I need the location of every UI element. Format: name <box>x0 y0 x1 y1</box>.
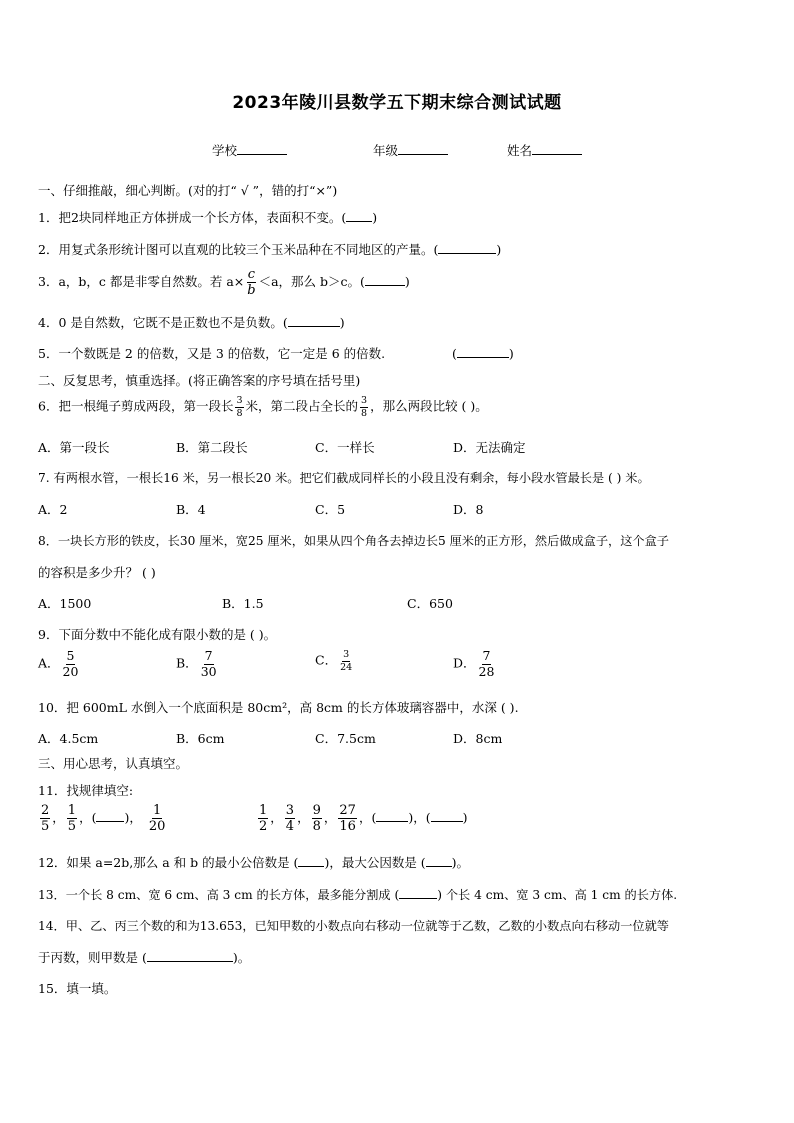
question-7: 7. 有两根水管，一根长16 米，另一根长20 米。把它们截成同样长的小段且没有剩余，每小段水管最长是 ( ) 米。 <box>38 471 650 485</box>
q9-option-b[interactable]: B． $\frac{7}{30}$ <box>176 648 217 679</box>
fraction-option: $\frac{7}{30}$ <box>200 648 217 679</box>
answer-blank-12b[interactable] <box>426 853 452 867</box>
q9-option-c[interactable]: C． $\frac{3}{24}$ <box>315 649 353 673</box>
fraction-term: $\frac{2}{5}$ <box>41 803 50 834</box>
question-4: 4．0 是自然数，它既不是正数也不是负数。( ) <box>38 315 345 330</box>
fraction-term: $\frac{1}{5}$ <box>67 803 77 834</box>
question-11: 11．找规律填空: <box>38 783 134 798</box>
fraction-term: $\frac{1}{2}$ <box>259 803 268 834</box>
question-1: 1．把2块同样地正方体拼成一个长方体，表面积不变。( ) <box>38 210 378 225</box>
fraction-term: $\frac{1}{20}$ <box>148 803 166 834</box>
question-8-line-2: 的容积是多少升？ ( ) <box>38 565 156 580</box>
section-3-heading: 三、用心思考，认真填空。 <box>38 756 189 771</box>
question-5-answer: ( ) <box>452 346 514 361</box>
question-12: 12．如果 a=2b,那么 a 和 b 的最小公倍数是 ( )，最大公因数是 ( )。 <box>38 855 470 870</box>
answer-blank-14[interactable] <box>147 948 233 962</box>
q7-option-c[interactable]: C．5 <box>315 502 346 517</box>
q8-option-a[interactable]: A．1500 <box>38 596 92 611</box>
q8-option-c[interactable]: C．650 <box>407 596 453 611</box>
pattern-blank-3[interactable] <box>431 808 463 822</box>
q10-option-b[interactable]: B．6cm <box>176 731 225 746</box>
question-3: 3．a，b，c 都是非零自然数。若 a× $\frac{c}{b}$ ＜a，那么 b＞c。( ) <box>38 267 410 298</box>
q10-option-c[interactable]: C．7.5cm <box>315 731 376 746</box>
q7-option-a[interactable]: A．2 <box>38 502 68 517</box>
answer-blank-3[interactable] <box>365 272 405 286</box>
fraction-term: $\frac{9}{8}$ <box>312 803 321 834</box>
school-blank[interactable] <box>237 141 287 155</box>
grade-label: 年级 <box>373 143 399 158</box>
q7-option-d[interactable]: D．8 <box>453 502 484 517</box>
fraction-term: $\frac{27}{16}$ <box>339 803 356 834</box>
fraction-option: $\frac{5}{20}$ <box>62 648 79 679</box>
q6-option-b[interactable]: B．第二段长 <box>176 440 248 455</box>
name-field <box>507 141 582 159</box>
question-8-line-1: 8．一块长方形的铁皮，长30 厘米，宽25 厘米，如果从四个角各去掉边长5 厘米的正方形，然后做成盒子，这个盒子 <box>38 534 669 548</box>
question-6: 6．把一根绳子剪成两段，第一段长 $\frac{3}{8}$ 米，第二段占全长的 $\frac{3}{8}$ ，那么两段比较 ( )。 <box>38 395 488 419</box>
question-5: 5．一个数既是 2 的倍数，又是 3 的倍数，它一定是 6 的倍数. <box>38 346 386 361</box>
q10-option-a[interactable]: A．4.5cm <box>38 731 99 746</box>
pattern-sequence-2: $\frac{1}{2}$ ， $\frac{3}{4}$ ， $\frac{9}{8}$ ， $\frac{27}{16}$ ，( )，( ) <box>259 803 468 834</box>
q6-option-c[interactable]: C．一样长 <box>315 440 375 455</box>
page-title: 2023年陵川县数学五下期末综合测试试题 <box>232 93 562 113</box>
pattern-blank-1[interactable] <box>96 808 124 822</box>
grade-field <box>373 141 448 159</box>
school-field <box>212 141 287 159</box>
fraction-3-8: $\frac{3}{8}$ <box>361 395 368 419</box>
name-label: 姓名 <box>507 143 533 158</box>
q7-option-b[interactable]: B．4 <box>176 502 206 517</box>
school-label: 学校 <box>212 143 238 158</box>
answer-blank-1[interactable] <box>346 208 372 222</box>
fraction-option: $\frac{3}{24}$ <box>340 649 353 673</box>
pattern-sequence-1: $\frac{2}{5}$ ， $\frac{1}{5}$ ，( )， $\frac{1}{20}$ <box>41 803 166 834</box>
question-10: 10．把 600mL 水倒入一个底面积是 80cm²，高 8cm 的长方体玻璃容器中，水深 ( ). <box>38 700 519 715</box>
section-2-heading: 二、反复思考，慎重选择。(将正确答案的序号填在括号里) <box>38 373 361 388</box>
q6-option-d[interactable]: D．无法确定 <box>453 440 526 455</box>
question-13: 13．一个长 8 cm、宽 6 cm、高 3 cm 的长方体，最多能分割成 ( ) 个长 4 cm、宽 3 cm、高 1 cm 的长方体. <box>38 885 677 903</box>
q6-option-a[interactable]: A．第一段长 <box>38 440 110 455</box>
question-9: 9．下面分数中不能化成有限小数的是 ( )。 <box>38 627 277 642</box>
q10-option-d[interactable]: D．8cm <box>453 731 503 746</box>
question-14-line-1: 14．甲、乙、丙三个数的和为13.653，已知甲数的小数点向右移动一位就等于乙数，乙数的小数点向右移动一位就等 <box>38 919 669 933</box>
q9-option-a[interactable]: A． $\frac{5}{20}$ <box>38 648 79 679</box>
grade-blank[interactable] <box>398 141 448 155</box>
section-1-heading: 一、仔细推敲，细心判断。(对的打“ √ ”，错的打“×”) <box>38 183 338 198</box>
fraction-term: $\frac{3}{4}$ <box>285 803 295 834</box>
name-blank[interactable] <box>532 141 582 155</box>
pattern-blank-2[interactable] <box>376 808 408 822</box>
fraction-c-over-b: $\frac{c}{b}$ <box>247 267 256 298</box>
question-2: 2．用复式条形统计图可以直观的比较三个玉米品种在不同地区的产量。( ) <box>38 242 502 257</box>
question-15: 15．填一填。 <box>38 981 117 996</box>
fraction-option: $\frac{7}{28}$ <box>478 648 495 679</box>
answer-blank-13[interactable] <box>399 885 437 899</box>
answer-blank-4[interactable] <box>288 313 340 327</box>
answer-blank-2[interactable] <box>438 240 496 254</box>
q9-option-d[interactable]: D． $\frac{7}{28}$ <box>453 648 495 679</box>
answer-blank-12a[interactable] <box>298 853 324 867</box>
answer-blank-5[interactable] <box>457 344 509 358</box>
q8-option-b[interactable]: B．1.5 <box>222 596 264 611</box>
question-14-line-2: 于丙数，则甲数是 ( )。 <box>38 950 251 965</box>
fraction-3-8: $\frac{3}{8}$ <box>236 395 243 419</box>
